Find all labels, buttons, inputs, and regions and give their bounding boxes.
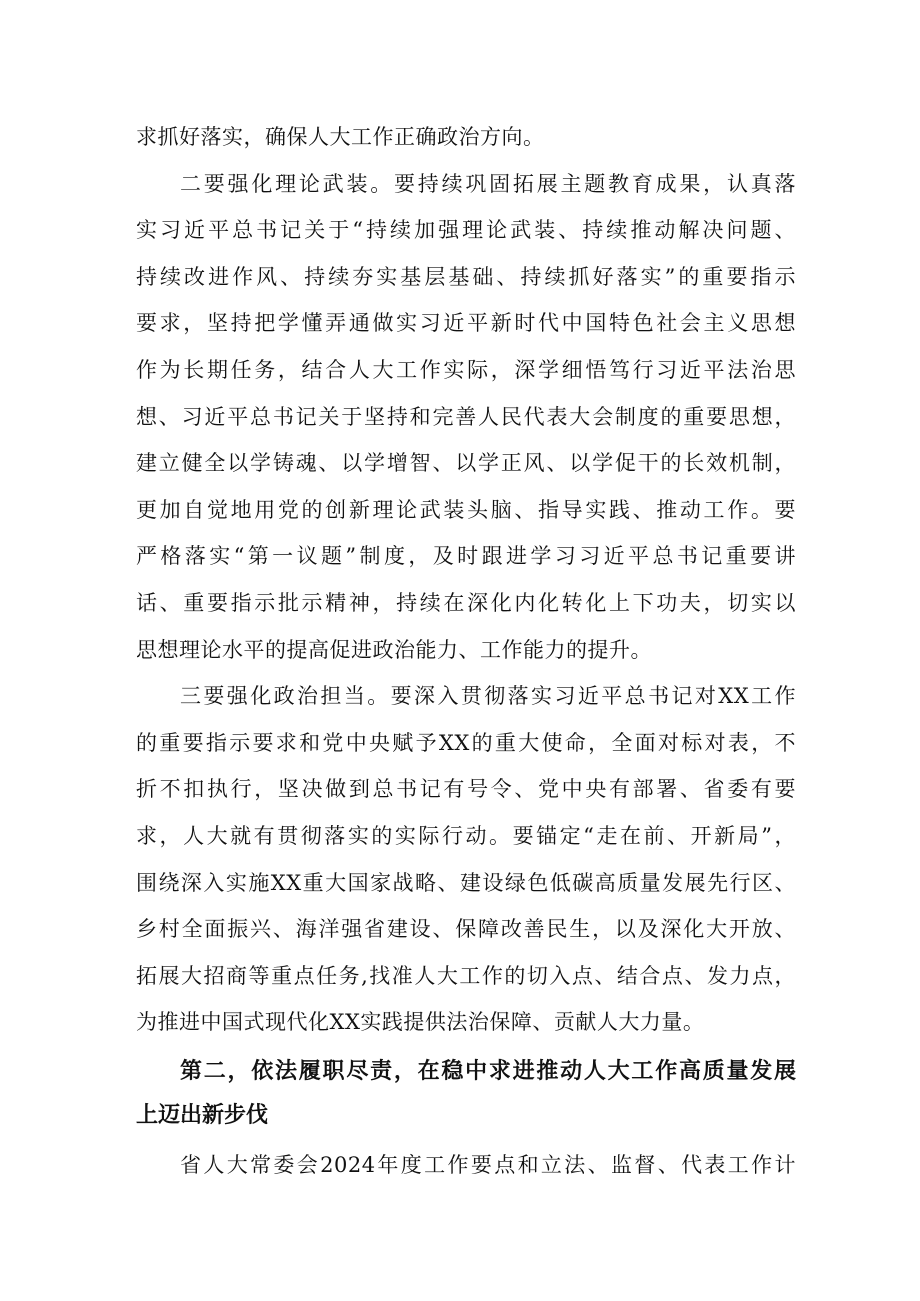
text-line: 要求，坚持把学懂弄通做实习近平新时代中国特色社会主义思想 [136,311,796,336]
text-line: 围绕深入实施XX重大国家战略、建设绿色低碳高质量发展先行区、 [136,870,796,895]
text-line: 求抓好落实，确保人大工作正确政治方向。 [136,125,545,149]
heading-line: 上迈出新步伐 [136,1102,269,1128]
text-line: 为推进中国式现代化XX实践提供法治保障、贡献人大力量。 [136,1010,705,1035]
text-line: 建立健全以学铸魂、以学增智、以学正风、以学促干的长效机制， [136,451,796,476]
text-line: 严格落实“第一议题”制度，及时跟进学习习近平总书记重要讲 [136,544,796,569]
text-line: 折不扣执行，坚决做到总书记有号令、党中央有部署、省委有要 [136,777,796,802]
section-heading [136,1050,796,1138]
text-line: 更加自觉地用党的创新理论武装头脑、指导实践、推动工作。要 [136,497,796,522]
text-line: 持续改进作风、持续夯实基层基础、持续抓好落实”的重要指示 [136,264,796,289]
text-line: 的重要指示要求和党中央赋予XX的重大使命，全面对标对表，不 [136,730,796,755]
paragraph-political-responsibility [136,673,796,1046]
text-line: 省人大常委会2024年度工作要点和立法、监督、代表工作计 [180,1152,796,1177]
text-line: 求，人大就有贯彻落实的实际行动。要锚定“走在前、开新局”， [136,823,796,848]
text-line: 话、重要指示批示精神，持续在深化内化转化上下功夫，切实以 [136,590,796,615]
text-line: 拓展大招商等重点任务,找准人大工作的切入点、结合点、发力点， [136,963,796,988]
paragraph-work-plan [136,1142,796,1189]
text-line: 乡村全面振兴、海洋强省建设、保障改善民生，以及深化大开放、 [136,917,796,942]
document-body [136,114,796,1188]
text-line: 三要强化政治担当。要深入贯彻落实习近平总书记对XX工作 [180,684,796,709]
text-line: 作为长期任务，结合人大工作实际，深学细悟笃行习近平法治思 [136,357,796,382]
text-line: 二要强化理论武装。要持续巩固拓展主题教育成果，认真落 [180,171,796,196]
paragraph-continuation [136,114,796,161]
heading-line: 第二，依法履职尽责，在稳中求进推动人大工作高质量发展 [180,1058,796,1084]
text-line: 实习近平总书记关于“持续加强理论武装、持续推动解决问题、 [136,218,796,243]
text-line: 思想理论水平的提高促进政治能力、工作能力的提升。 [136,637,652,662]
paragraph-theory-arming [136,161,796,674]
text-line: 想、习近平总书记关于坚持和完善人民代表大会制度的重要思想， [136,404,796,429]
